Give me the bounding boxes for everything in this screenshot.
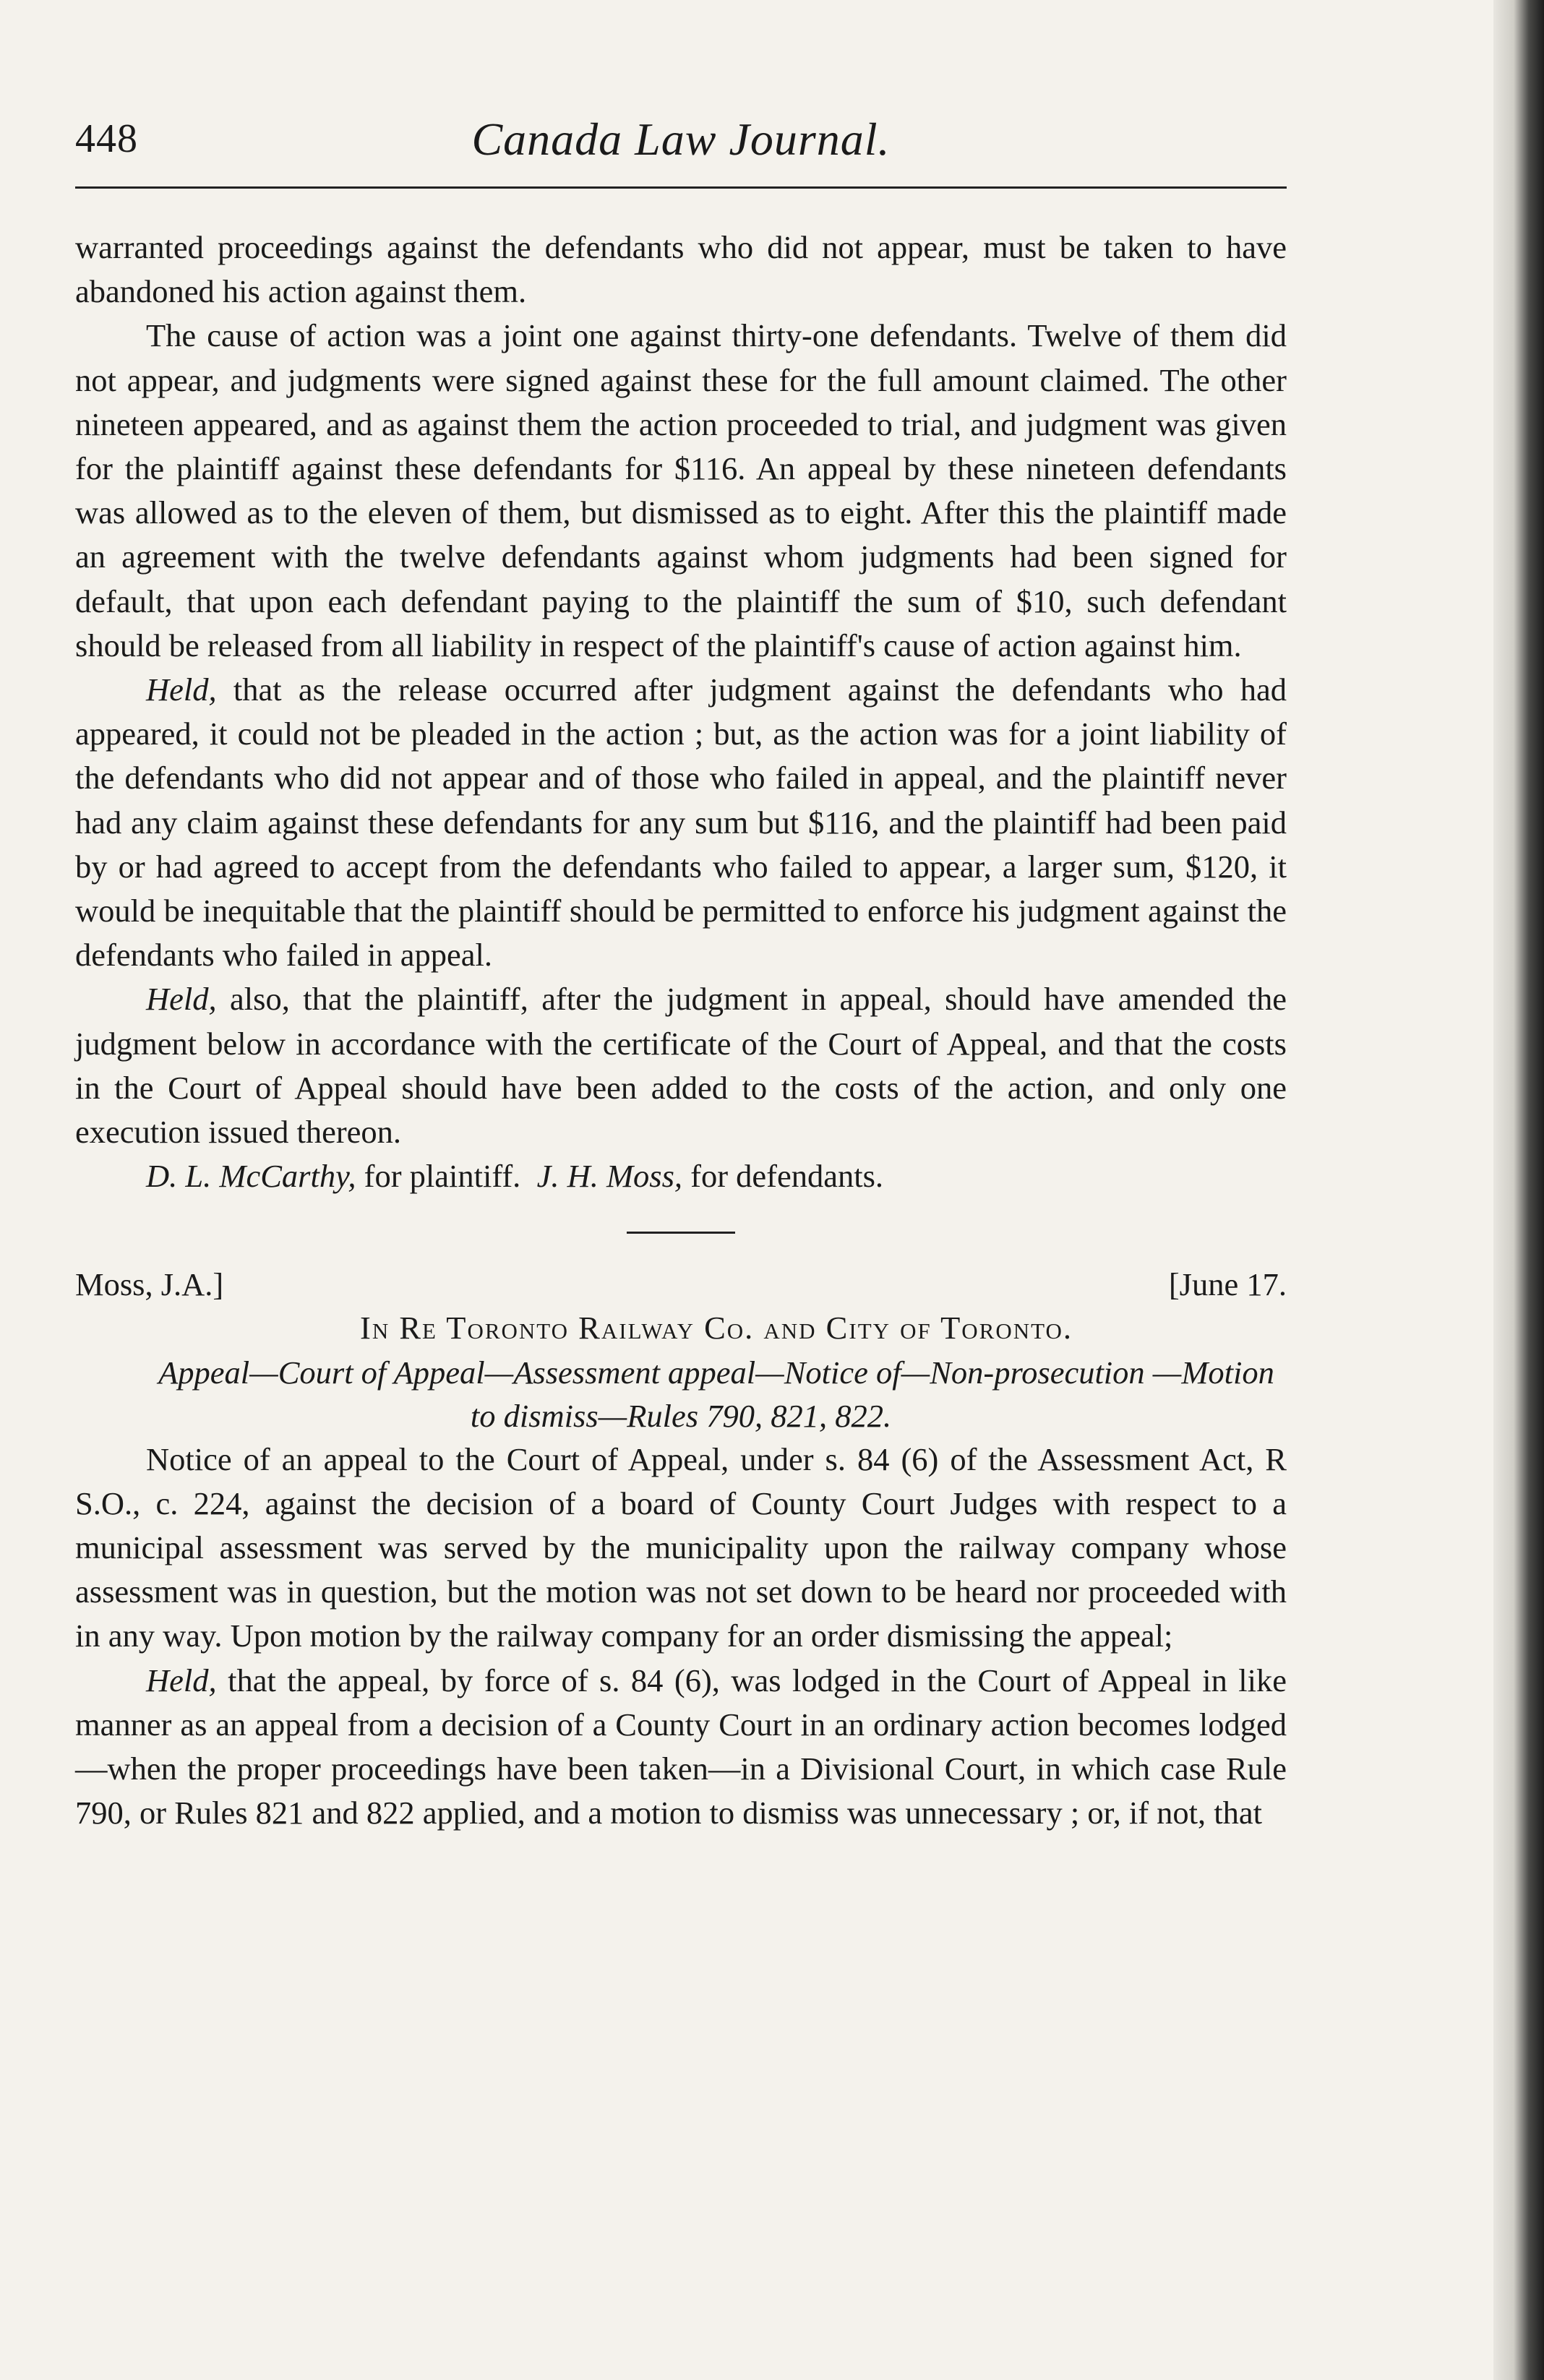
plaintiff-counsel: D. L. McCarthy, bbox=[146, 1158, 356, 1195]
case-headnote: Appeal—Court of Appeal—Assessment appeal—Notice of—Non-prosecution —Motion to dismiss—Rules 790, 821, 822. bbox=[158, 1354, 1274, 1434]
paragraph-text: that as the release occurred after judgment against the defendants who had appeared, it could not be pleaded in the action ; but, as the action was for a joint liability of the defendants who did not appear and of those who failed in appeal, and the plaintiff never had any claim against these defendants for any sum but $116, and the plaintiff had been paid by or had agreed to accept from the defendants who failed to appear, a larger sum, $120, it would be inequitable that the plaintiff should be permitted to enforce his judgment against the defendants who failed in appeal. bbox=[75, 671, 1287, 974]
paragraph bbox=[75, 977, 1287, 1154]
defendant-role: for defendants. bbox=[682, 1158, 884, 1195]
paragraph: warranted proceedings against the defendants who did not appear, must be taken to have abandoned his action against them. bbox=[75, 229, 1287, 310]
judge-name: Moss, J.A.] bbox=[75, 1266, 224, 1303]
page-number: 448 bbox=[75, 116, 138, 161]
paragraph bbox=[75, 1659, 1287, 1836]
paragraph-text: that the appeal, by force of s. 84 (6), was lodged in the Court of Appeal in like manner as an appeal from a decision of a County Court in an ordinary action becomes lodged—when the proper proceedings have been taken—in a Divisional Court, in which case Rule 790, or Rules 821 and 822 applied, and a motion to dismiss was unnecessary ; or, if not, that bbox=[75, 1662, 1287, 1831]
section-divider bbox=[627, 1232, 735, 1234]
case-title: In Re Toronto Railway Co. and City of Toronto. bbox=[360, 1310, 1073, 1346]
header-rule bbox=[75, 186, 1287, 189]
scan-binding-edge bbox=[1493, 0, 1544, 2380]
paragraph: The cause of action was a joint one against thirty-one defendants. Twelve of them did not appear, and judgments were signed against these for the full amount claimed. The other nineteen appeared, and as against them the action proceeded to trial, and judgment was given for the plaintiff against these defendants for $116. An appeal by these nineteen defendants was allowed as to the eleven of them, but dismissed as to eight. After this the plaintiff made an agreement with the twelve defendants against whom judgments had been signed for default, that upon each defendant paying to the plaintiff the sum of $10, such defendant should be released from all liability in respect of the plaintiff's cause of action against him. bbox=[75, 317, 1287, 663]
case-judge-date-line bbox=[75, 1263, 1287, 1306]
paragraph: Notice of an appeal to the Court of Appeal, under s. 84 (6) of the Assessment Act, R S.O., c. 224, against the decision of a board of County Court Judges with respect to a municipal assessment was served by the municipality upon the railway company whose assessment was in question, but the motion was not set down to be heard nor proceeded with in any way. Upon motion by the railway company for an order dismissing the appeal; bbox=[75, 1440, 1287, 1654]
counsel-line bbox=[75, 1154, 1287, 1198]
held-label: Held, bbox=[146, 671, 217, 708]
defendant-counsel: J. H. Moss, bbox=[536, 1158, 683, 1195]
running-title: Canada Law Journal. bbox=[471, 113, 891, 165]
case-date: [June 17. bbox=[1168, 1266, 1287, 1303]
paragraph-text: also, that the plaintiff, after the judgment in appeal, should have amended the judgment below in accordance with the certificate of the Court of Appeal, and that the costs in the Court of Appeal should have been added to the costs of the action, and only one execution issued thereon. bbox=[75, 981, 1287, 1151]
held-label: Held, bbox=[146, 981, 217, 1018]
held-label: Held, bbox=[146, 1662, 217, 1698]
paragraph bbox=[75, 668, 1287, 977]
page-header bbox=[75, 110, 1287, 182]
body-text bbox=[75, 225, 1287, 1836]
plaintiff-role: for plaintiff. bbox=[356, 1158, 521, 1195]
